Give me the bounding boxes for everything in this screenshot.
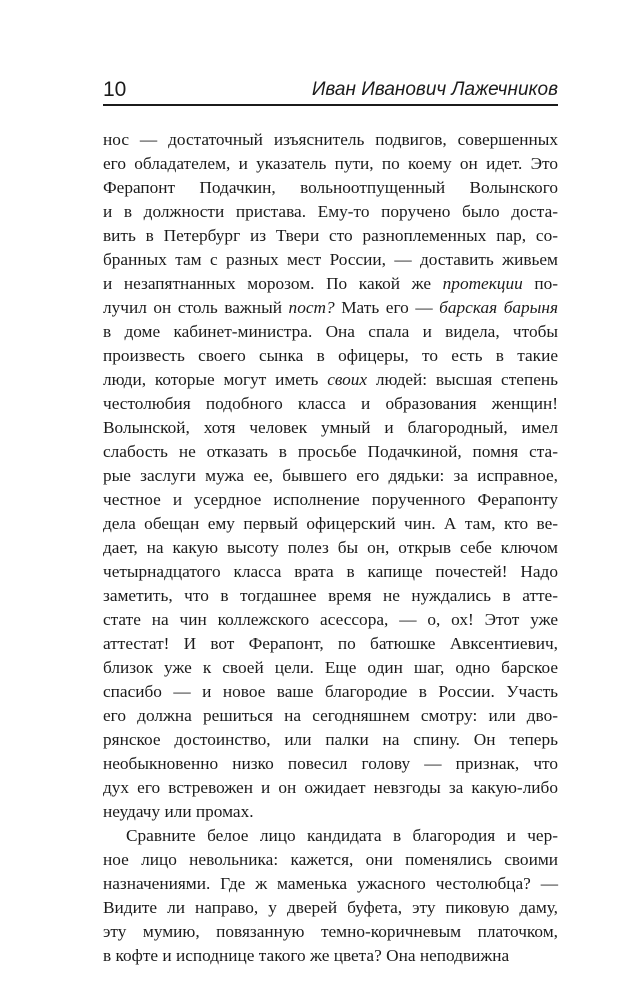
text-line: [103, 896, 558, 920]
text-line: [103, 632, 558, 656]
text-run: ное лицо невольника: кажется, они поменялись своими: [103, 850, 558, 869]
body-text: [103, 128, 558, 968]
text-run: Видите ли направо, у дверей буфета, эту пиковую даму,: [103, 898, 558, 917]
text-line: [103, 752, 558, 776]
text-line: [103, 536, 558, 560]
text-line: [103, 296, 558, 320]
text-run: Ферапонт Подачкин, вольноотпущенный Волынского: [103, 178, 558, 197]
text-run: необыкновенно низко повесил голову — признак, что: [103, 754, 558, 773]
text-run: бранных там с разных мест России, — доставить живьем: [103, 250, 558, 269]
text-run: дух его встревожен и он ожидает невзгоды за какую-либо: [103, 778, 558, 797]
page-number: 10: [103, 78, 127, 101]
text-run: близок уже к своей цели. Еще один шаг, одно барское: [103, 658, 558, 677]
text-line: [103, 272, 558, 296]
text-line: [103, 224, 558, 248]
text-run: Сравните белое лицо кандидата в благородия и чер-: [126, 826, 558, 845]
text-run: Волынской, хотя человек умный и благородный, имел: [103, 418, 558, 437]
text-line: [103, 344, 558, 368]
text-run: заметить, что в тогдашнее время не нуждались в атте-: [103, 586, 558, 605]
header-rule: [103, 104, 558, 106]
italic-emphasis: пост?: [288, 298, 335, 317]
text-run: слабость не отказать в просьбе Подачкиной, помня ста-: [103, 442, 558, 461]
text-run: нос — достаточный изъяснитель подвигов, совершенных: [103, 130, 558, 149]
running-header: [103, 76, 558, 106]
italic-emphasis: протекции: [442, 274, 523, 293]
text-run: аттестат! И вот Ферапонт, по батюшке Авксентиевич,: [103, 634, 558, 653]
text-run: его обладателем, и указатель пути, по коему он идет. Это: [103, 154, 558, 173]
text-run: дает, на какую высоту полез бы он, открыв себе ключом: [103, 538, 558, 557]
text-line: [103, 608, 558, 632]
text-run: произвесть своего сынка в офицеры, то есть в такие: [103, 346, 558, 365]
text-run: его должна решиться на сегодняшнем смотру: или дво-: [103, 706, 558, 725]
text-run: людей: высшая степень: [367, 370, 558, 389]
text-run: по-: [522, 274, 558, 293]
text-line: [103, 368, 558, 392]
text-run: дела обещан ему первый офицерский чин. А там, кто ве-: [103, 514, 558, 533]
italic-emphasis: барская барыня: [439, 298, 558, 317]
text-line: [103, 728, 558, 752]
text-line: [103, 416, 558, 440]
text-line: [103, 176, 558, 200]
text-run: вить в Петербург из Твери сто разноплеменных пар, со-: [103, 226, 558, 245]
text-run: стате на чин коллежского асессора, — о, ох! Этот уже: [103, 610, 558, 629]
text-run: рые заслуги мужа ее, бывшего его дядьки: за исправное,: [103, 466, 558, 485]
text-line: [103, 152, 558, 176]
text-run: в кофте и исподнице такого же цвета? Она неподвижна: [103, 946, 510, 965]
text-line: [103, 200, 558, 224]
text-line: [103, 944, 558, 968]
text-line: [103, 584, 558, 608]
text-run: люди, которые могут иметь: [103, 370, 328, 389]
text-run: честолюбия подобного класса и образования женщин!: [103, 394, 558, 413]
text-run: и в должности пристава. Ему-то поручено было доста-: [103, 202, 558, 221]
text-line: [103, 680, 558, 704]
text-line: [103, 488, 558, 512]
text-line: [103, 824, 558, 848]
text-line: [103, 800, 558, 824]
italic-emphasis: своих: [327, 370, 368, 389]
text-run: назначениями. Где ж маменька ужасного честолюбца? —: [103, 874, 558, 893]
text-run: спасибо — и новое ваше благородие в России. Участь: [103, 682, 558, 701]
text-run: и незапятнанных морозом. По какой же: [103, 274, 443, 293]
text-line: [103, 320, 558, 344]
text-run: эту мумию, повязанную темно-коричневым платочком,: [103, 922, 558, 941]
text-run: лучил он столь важный: [103, 298, 289, 317]
text-run: рянское достоинство, или палки на спину. Он теперь: [103, 730, 558, 749]
text-line: [103, 560, 558, 584]
text-run: честное и усердное исполнение порученного Ферапонту: [103, 490, 558, 509]
text-run: неудачу или промах.: [103, 802, 254, 821]
text-line: [103, 248, 558, 272]
text-line: [103, 776, 558, 800]
running-title: Иван Иванович Лажечников: [311, 79, 558, 100]
text-run: Мать его —: [334, 298, 440, 317]
text-line: [103, 656, 558, 680]
text-line: [103, 464, 558, 488]
text-line: [103, 440, 558, 464]
text-line: [103, 872, 558, 896]
text-line: [103, 704, 558, 728]
text-line: [103, 848, 558, 872]
text-line: [103, 128, 558, 152]
text-run: четырнадцатого класса врата в капище почестей! Надо: [103, 562, 558, 581]
text-line: [103, 392, 558, 416]
text-line: [103, 512, 558, 536]
text-line: [103, 920, 558, 944]
text-run: в доме кабинет-министра. Она спала и видела, чтобы: [103, 322, 558, 341]
